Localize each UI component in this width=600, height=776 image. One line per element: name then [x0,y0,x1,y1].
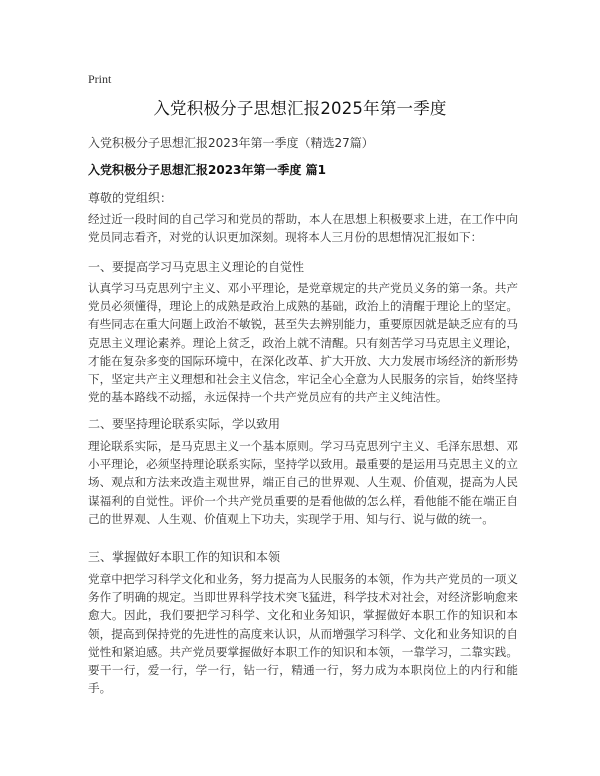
document-title: 入党积极分子思想汇报2025年第一季度 [153,99,447,118]
greeting: 尊敬的党组织： [88,191,173,205]
heading-3: 三、掌握做好本职工作的知识和本领 [88,550,281,564]
document-subtitle: 入党积极分子思想汇报2023年第一季度（精选27篇） [88,136,374,150]
paragraph-1: 认真学习马克思列宁主义、邓小平理论，是党章规定的共产党员义务的第一条。共产党员必须懂得，理论上的成熟是政治上成熟的基础，政治上的清醒于理论上的坚定。有些同志在重大问题上政治不敏锐，甚至失去辨别能力，重要原因就是缺乏应有的马克思主义理论素养。理论上贫乏，政治上就不清醒。只有刻苦学习马克思主义理论，才能在复杂多变的国际环境中，在深化改革、扩大开放、大力发展市场经济的新形势下，坚定共产主义理想和社会主义信念，牢记全心全意为人民服务的宗旨，始终坚持党的基本路线不动摇，永远保持一个共产党员应有的共产主义纯洁性。 [88,281,518,405]
paragraph-2: 理论联系实际，是马克思主义一个基本原则。学习马克思列宁主义、毛泽东思想、邓小平理论，必须坚持理论联系实际，坚持学以致用。最重要的是运用马克思主义的立场、观点和方法来改造主观世界，端正自己的世界观、人生观、价值观，提高为人民谋福利的自觉性。评价一个共产党员重要的是看他做的怎么样，看他能不能在端正自己的世界观、人生观、价值观上下功夫，实现学于用、知与行、说与做的统一。 [88,439,518,526]
heading-1: 一、要提高学习马克思主义理论的自觉性 [88,260,305,274]
heading-2: 二、要坚持理论联系实际，学以致用 [88,417,281,431]
paragraph-3: 党章中把学习科学文化和业务，努力提高为人民服务的本领，作为共产党员的一项义务作了明确的规定。当即世界科学技术突飞猛进，科学技术对社会，对经济影响愈来愈大。因此，我们要把学习科学、文化和业务知识，掌握做好本职工作的知识和本领，提高到保持党的先进性的高度来认识，从而增强学习科学、文化和业务知识的自觉性和紧迫感。共产党员要掌握做好本职工作的知识和本领，一靠学习，二靠实践。要干一行，爱一行，学一行，钻一行，精通一行，努力成为本职岗位上的内行和能手。 [88,572,518,696]
section-title: 入党积极分子思想汇报2023年第一季度 篇1 [88,163,326,177]
print-link[interactable]: Print [88,72,112,86]
intro-paragraph: 经过近一段时间的自己学习和党员的帮助，本人在思想上积极要求上进，在工作中向党员同志看齐，对党的认识更加深刻。现将本人三月份的思想情况汇报如下： [88,212,518,245]
